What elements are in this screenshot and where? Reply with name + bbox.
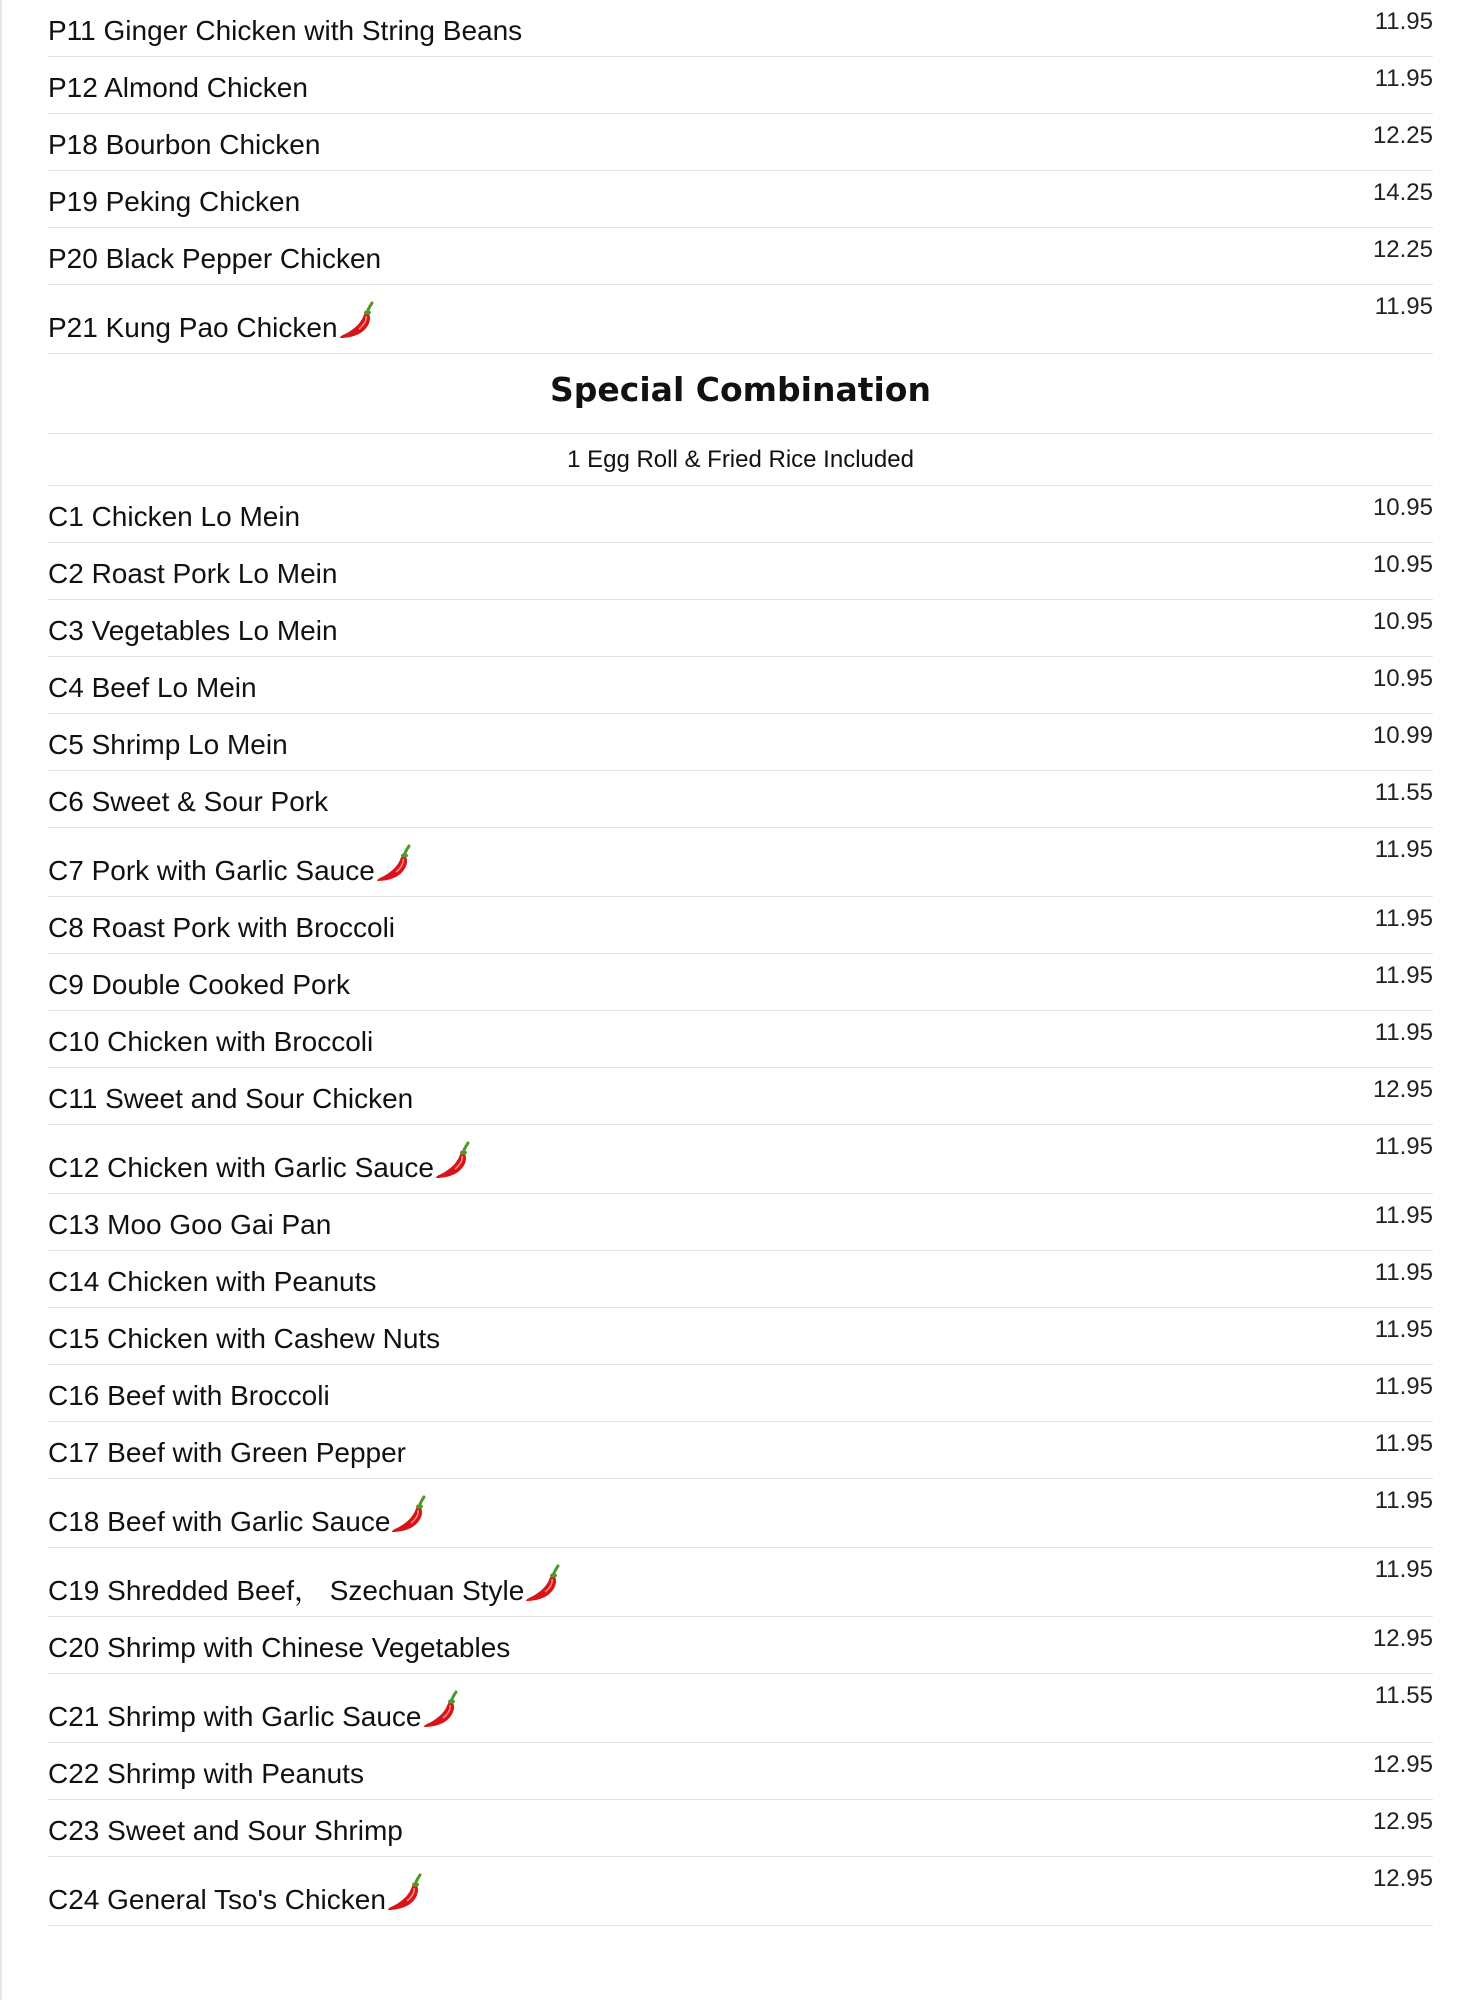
item-label: Chicken with Garlic Sauce [107,1152,434,1183]
item-price: 11.95 [1374,1430,1433,1457]
menu-item-c4[interactable] [48,657,1433,714]
item-name[interactable] [48,1758,364,1790]
section-title: Special Combination [48,354,1433,434]
item-name[interactable] [48,1323,440,1355]
item-code: P18 [48,129,98,160]
item-label: Beef Lo Mein [91,672,257,703]
item-code: C17 [48,1437,100,1468]
item-code: C16 [48,1380,100,1411]
menu-item-c15[interactable] [48,1308,1433,1365]
item-name[interactable] [48,1632,510,1664]
item-code: C24 [48,1884,100,1915]
menu-list [48,0,1433,1926]
item-label: Chicken with Cashew Nuts [107,1323,441,1354]
item-label: Ginger Chicken with String Beans [103,15,523,46]
menu-item-p12[interactable] [48,57,1433,114]
menu-item-c11[interactable] [48,1068,1433,1125]
item-code: C1 [48,501,84,532]
page-left-edge [0,0,2,2000]
item-code: C22 [48,1758,100,1789]
menu-item-c12[interactable] [48,1125,1433,1194]
chili-pepper-icon [525,1564,563,1604]
item-label: Sweet & Sour Pork [91,786,329,817]
chili-pepper-icon [435,1141,473,1181]
item-price: 10.95 [1372,551,1433,578]
item-label: Shrimp with Chinese Vegetables [107,1632,511,1663]
item-price: 11.95 [1374,1259,1433,1286]
chili-pepper-icon [376,844,414,884]
menu-item-c18[interactable] [48,1479,1433,1548]
item-code: C19 [48,1575,100,1606]
item-price: 11.95 [1374,905,1433,932]
item-name[interactable] [48,1815,403,1847]
item-code: C15 [48,1323,100,1354]
item-code: C21 [48,1701,100,1732]
item-name[interactable] [48,1873,425,1916]
chili-pepper-icon [423,1690,461,1730]
chili-pepper-icon [391,1495,429,1535]
item-price: 12.95 [1372,1751,1433,1778]
menu-item-c22[interactable] [48,1743,1433,1800]
item-code: C3 [48,615,84,646]
item-price: 14.25 [1372,179,1433,206]
item-code: C4 [48,672,84,703]
item-name[interactable] [48,1141,473,1184]
item-price: 11.95 [1374,1373,1433,1400]
item-name[interactable] [48,15,522,47]
item-price: 11.95 [1374,1019,1433,1046]
item-price: 11.95 [1374,1556,1433,1583]
item-label: Kung Pao Chicken [105,312,338,343]
menu-item-c17[interactable] [48,1422,1433,1479]
item-code: P20 [48,243,98,274]
item-name[interactable] [48,1083,413,1115]
menu-item-c8[interactable] [48,897,1433,954]
item-label: Sweet and Sour Chicken [105,1083,414,1114]
item-price: 11.95 [1374,1316,1433,1343]
item-price: 10.99 [1372,722,1433,749]
item-price: 12.25 [1372,122,1433,149]
menu-item-c23[interactable] [48,1800,1433,1857]
item-label: Pork with Garlic Sauce [91,855,375,886]
chili-pepper-icon [387,1873,425,1913]
item-code: C8 [48,912,84,943]
menu-item-c2[interactable] [48,543,1433,600]
menu-item-c7[interactable] [48,828,1433,897]
item-price: 11.95 [1374,293,1433,320]
item-label: Moo Goo Gai Pan [107,1209,332,1240]
item-label: Black Pepper Chicken [105,243,382,274]
item-name[interactable] [48,186,300,218]
item-label: Beef with Garlic Sauce [107,1506,391,1537]
item-code: C18 [48,1506,100,1537]
item-name[interactable] [48,72,308,104]
item-name[interactable] [48,301,377,344]
item-label: Roast Pork Lo Mein [91,558,338,589]
menu-item-p11[interactable] [48,0,1433,57]
item-price: 11.95 [1374,962,1433,989]
item-name[interactable] [48,1266,376,1298]
item-price: 10.95 [1372,494,1433,521]
menu-item-p19[interactable] [48,171,1433,228]
item-price: 11.95 [1374,1487,1433,1514]
menu-item-c13[interactable] [48,1194,1433,1251]
menu-item-c20[interactable] [48,1617,1433,1674]
item-name[interactable] [48,1437,406,1469]
item-label: Chicken Lo Mein [91,501,301,532]
item-price: 11.95 [1374,1133,1433,1160]
item-label: General Tso's Chicken [107,1884,386,1915]
menu-item-c6[interactable] [48,771,1433,828]
menu-item-c14[interactable] [48,1251,1433,1308]
item-label: Vegetables Lo Mein [91,615,338,646]
item-price: 10.95 [1372,608,1433,635]
item-name[interactable] [48,558,337,590]
item-code: C23 [48,1815,100,1846]
item-code: P11 [48,15,96,46]
item-code: C14 [48,1266,100,1297]
menu-item-c5[interactable] [48,714,1433,771]
item-name[interactable] [48,129,320,161]
item-name[interactable] [48,501,300,533]
item-label: Chicken with Peanuts [107,1266,377,1297]
item-label: Almond Chicken [104,72,308,103]
item-name[interactable] [48,786,328,818]
item-label: Sweet and Sour Shrimp [107,1815,403,1846]
menu-item-c24[interactable] [48,1857,1433,1926]
item-price: 10.95 [1372,665,1433,692]
item-code: P19 [48,186,98,217]
combo-item-list [48,486,1433,1926]
item-price: 11.95 [1374,836,1433,863]
item-name[interactable] [48,1690,461,1733]
item-code: C11 [48,1083,98,1114]
item-price: 11.95 [1374,65,1433,92]
item-name[interactable] [48,672,257,704]
item-code: C7 [48,855,84,886]
item-price: 12.25 [1372,236,1433,263]
item-label: Bourbon Chicken [105,129,321,160]
item-price: 12.95 [1372,1076,1433,1103]
item-label: Peking Chicken [105,186,301,217]
item-label: Beef with Broccoli [107,1380,330,1411]
menu-item-p18[interactable] [48,114,1433,171]
item-code: C20 [48,1632,100,1663]
item-code: C13 [48,1209,100,1240]
item-price: 12.95 [1372,1808,1433,1835]
item-name[interactable] [48,969,350,1001]
item-label: Roast Pork with Broccoli [91,912,396,943]
item-name[interactable] [48,1209,331,1241]
menu-item-c1[interactable] [48,486,1433,543]
item-code: P12 [48,72,98,103]
item-price: 12.95 [1372,1865,1433,1892]
item-code: C12 [48,1152,100,1183]
menu-item-c10[interactable] [48,1011,1433,1068]
top-item-list [48,0,1433,354]
menu-item-c21[interactable] [48,1674,1433,1743]
item-name[interactable] [48,729,288,761]
item-label: Shrimp with Garlic Sauce [107,1701,422,1732]
item-label: Shredded Beef， Szechuan Style [107,1575,525,1606]
item-price: 11.95 [1374,1202,1433,1229]
menu-item-c19[interactable] [48,1548,1433,1617]
item-price: 12.95 [1372,1625,1433,1652]
item-code: C10 [48,1026,100,1057]
item-label: Chicken with Broccoli [107,1026,374,1057]
item-price: 11.55 [1374,1682,1433,1709]
item-label: Double Cooked Pork [91,969,350,1000]
menu-item-p21[interactable] [48,285,1433,354]
item-name[interactable] [48,844,414,887]
item-price: 11.55 [1374,779,1433,806]
item-code: C2 [48,558,84,589]
section-note: 1 Egg Roll & Fried Rice Included [48,434,1433,486]
item-price: 11.95 [1374,8,1433,35]
item-name[interactable] [48,243,381,275]
item-label: Shrimp with Peanuts [107,1758,364,1789]
item-code: P21 [48,312,98,343]
menu-item-c9[interactable] [48,954,1433,1011]
item-label: Beef with Green Pepper [107,1437,406,1468]
menu-item-p20[interactable] [48,228,1433,285]
item-code: C5 [48,729,84,760]
item-name[interactable] [48,1564,563,1607]
item-label: Shrimp Lo Mein [91,729,288,760]
menu-item-c16[interactable] [48,1365,1433,1422]
item-name[interactable] [48,1380,330,1412]
item-code: C6 [48,786,84,817]
item-name[interactable] [48,1495,429,1538]
item-code: C9 [48,969,84,1000]
item-name[interactable] [48,615,338,647]
item-name[interactable] [48,912,395,944]
item-name[interactable] [48,1026,373,1058]
menu-item-c3[interactable] [48,600,1433,657]
chili-pepper-icon [339,301,377,341]
